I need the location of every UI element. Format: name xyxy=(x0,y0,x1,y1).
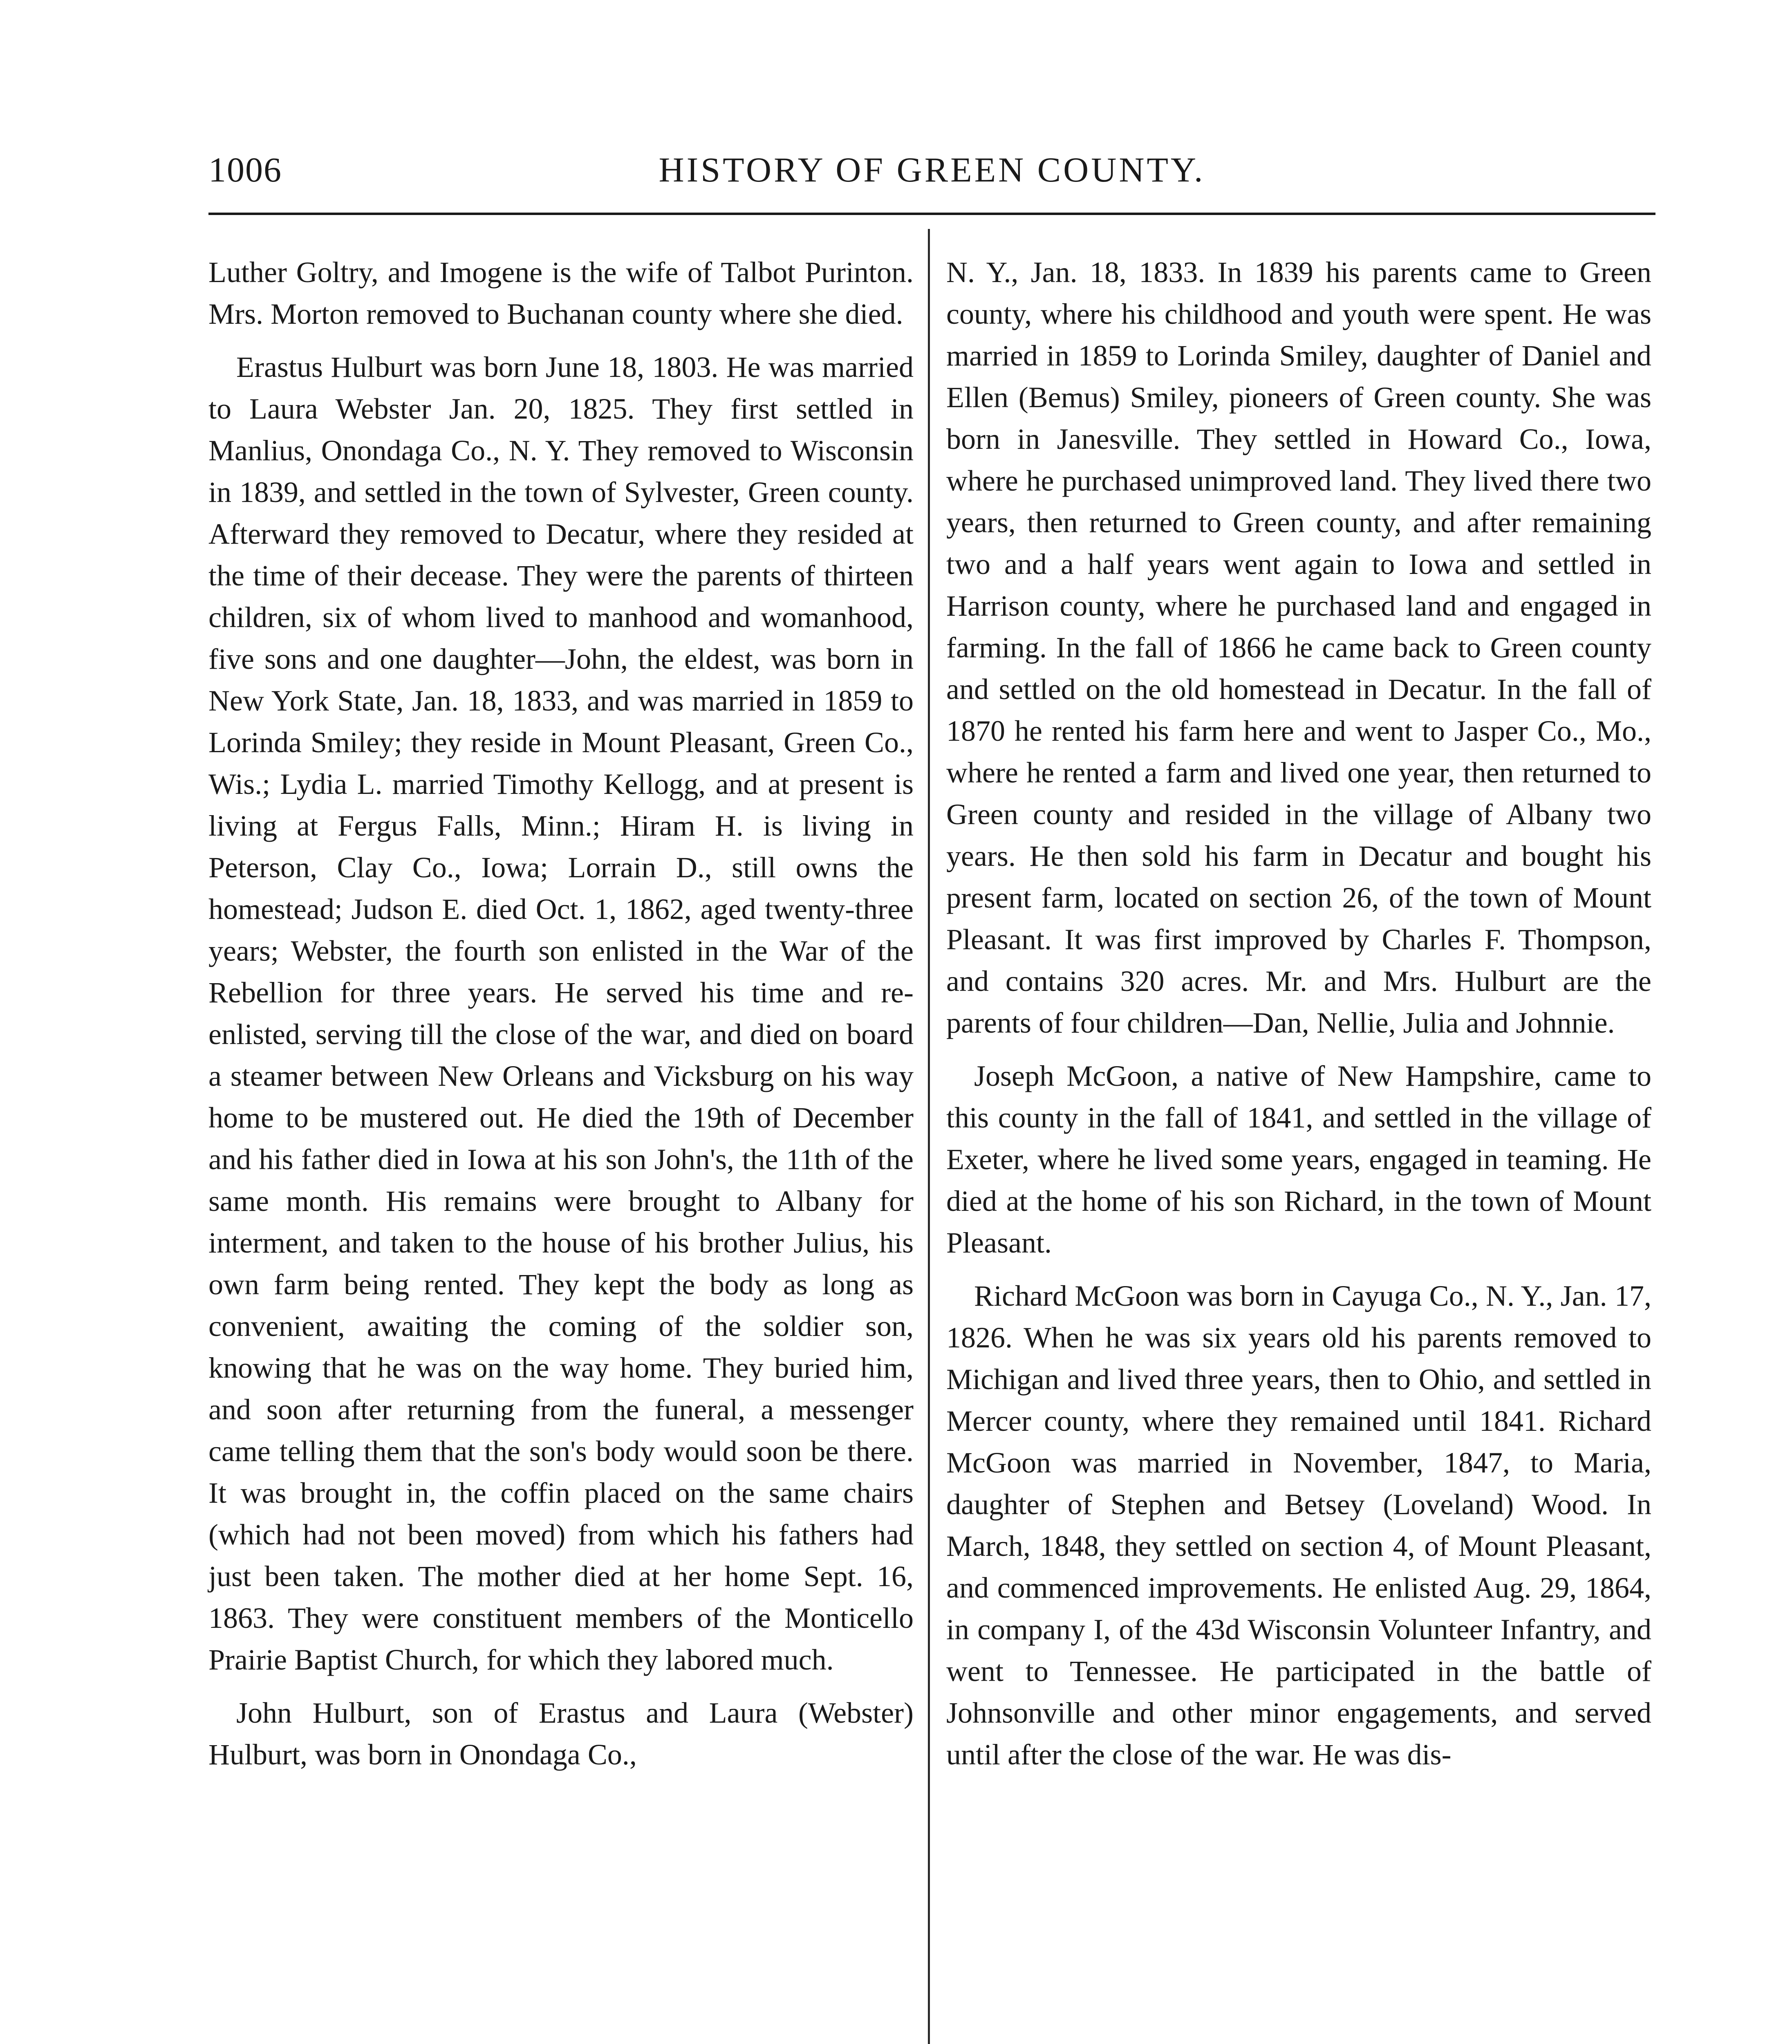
paragraph: John Hulburt, son of Erastus and Laura (Webster) Hulburt, was born in Onondaga Co., xyxy=(208,1697,914,1771)
paragraph: Luther Goltry, and Imogene is the wife of Talbot Purinton. Mrs. Morton removed to Buchanan county where she died. xyxy=(208,256,914,330)
left-column xyxy=(208,251,914,1787)
header-rule xyxy=(208,213,1655,215)
paragraph: Erastus Hulburt was born June 18, 1803. He was married to Laura Webster Jan. 20, 1825. They first settled in Manlius, Onondaga Co., N. Y. They removed to Wisconsin in 1839, and settled in the town of Sylvester, Green county. Afterward they removed to Decatur, where they resided at the time of their decease. They were the parents of thirteen children, six of whom lived to manhood and womanhood, five sons and one daughter—John, the eldest, was born in New York State, Jan. 18, 1833, and was married in 1859 to Lorinda Smiley; they reside in Mount Pleasant, Green Co., Wis.; Lydia L. married Timothy Kellogg, and at present is living at Fergus Falls, Minn.; Hiram H. is living in Peterson, Clay Co., Iowa; Lorrain D., still owns the homestead; Judson E. died Oct. 1, 1862, aged twenty-three years; Webster, the fourth son enlisted in the War of the Rebellion for three years. He served his time and re-enlisted, serving till the close of the war, and died on board a steamer between New Orleans and Vicksburg on his way home to be mustered out. He died the 19th of December and his father died in Iowa at his son John's, the 11th of the same month. His remains were brought to Albany for interment, and taken to the house of his brother Julius, his own farm being rented. They kept the body as long as convenient, awaiting the coming of the soldier son, knowing that he was on the way home. They buried him, and soon after returning from the funeral, a messenger came telling them that the son's body would soon be there. It was brought in, the coffin placed on the same chairs (which had not been moved) from which his fathers had just been taken. The mother died at her home Sept. 16, 1863. They were constituent members of the Monticello Prairie Baptist Church, for which they labored much. xyxy=(208,351,914,1676)
paragraph: Joseph McGoon, a native of New Hampshire, came to this county in the fall of 1841, and settled in the village of Exeter, where he lived some years, engaged in teaming. He died at the home of his son Richard, in the town of Mount Pleasant. xyxy=(946,1060,1651,1259)
paragraph: N. Y., Jan. 18, 1833. In 1839 his parents came to Green county, where his childhood and youth were spent. He was married in 1859 to Lorinda Smiley, daughter of Daniel and Ellen (Bemus) Smiley, pioneers of Green county. She was born in Janesville. They settled in Howard Co., Iowa, where he purchased unimproved land. They lived there two years, then returned to Green county, and after remaining two and a half years went again to Iowa and settled in Harrison county, where he purchased land and engaged in farming. In the fall of 1866 he came back to Green county and settled on the old homestead in Decatur. In the fall of 1870 he rented his farm here and went to Jasper Co., Mo., where he rented a farm and lived one year, then returned to Green county and resided in the village of Albany two years. He then sold his farm in Decatur and bought his present farm, located on section 26, of the town of Mount Pleasant. It was first improved by Charles F. Thompson, and contains 320 acres. Mr. and Mrs. Hulburt are the parents of four children—Dan, Nellie, Julia and Johnnie. xyxy=(946,256,1651,1039)
running-title: HISTORY OF GREEN COUNTY. xyxy=(659,150,1205,189)
right-column xyxy=(946,251,1651,1787)
page-header xyxy=(208,141,1655,202)
column-divider xyxy=(928,229,930,2044)
page-number: 1006 xyxy=(208,150,282,189)
paragraph: Richard McGoon was born in Cayuga Co., N. Y., Jan. 17, 1826. When he was six years old his parents removed to Michigan and lived three years, then to Ohio, and settled in Mercer county, where they remained until 1841. Richard McGoon was married in November, 1847, to Maria, daughter of Stephen and Betsey (Loveland) Wood. In March, 1848, they settled on section 4, of Mount Pleasant, and commenced improvements. He enlisted Aug. 29, 1864, in company I, of the 43d Wisconsin Volunteer Infantry, and went to Tennessee. He participated in the battle of Johnsonville and other minor engagements, and served until after the close of the war. He was dis- xyxy=(946,1280,1651,1771)
